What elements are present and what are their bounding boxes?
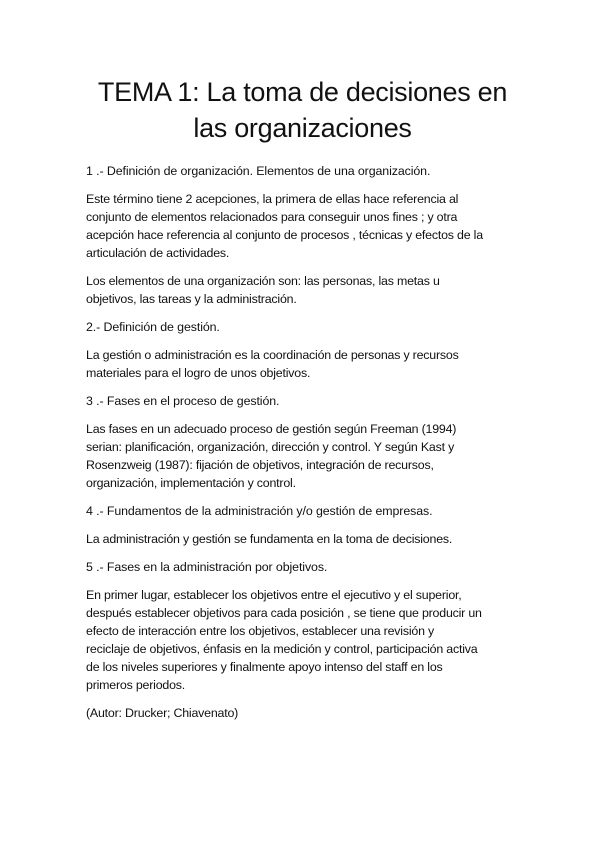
paragraph-5-1 (86, 586, 519, 694)
paragraph-1-2 (86, 272, 519, 308)
section-5 (86, 558, 519, 722)
paragraph-line: serian: planificación, organización, dirección y control. Y según Kast y (86, 440, 455, 454)
section-heading-1: 1 .- Definición de organización. Elementos de una organización. (86, 164, 431, 178)
paragraph-line: de los niveles superiores y finalmente apoyo intenso del staff en los (86, 660, 443, 674)
section-heading-5: 5 .- Fases en la administración por objetivos. (86, 560, 328, 574)
section-3 (86, 392, 519, 492)
paragraph-line: conjunto de elementos relacionados para conseguir unos fines ; y otra (86, 210, 458, 224)
section-heading-4: 4 .- Fundamentos de la administración y/o gestión de empresas. (86, 504, 433, 518)
paragraph-1-1 (86, 190, 519, 262)
paragraph-2-1 (86, 346, 519, 382)
paragraph-line: La gestión o administración es la coordinación de personas y recursos (86, 348, 459, 362)
title-line-2: las organizaciones (193, 113, 412, 143)
section-2 (86, 318, 519, 382)
author-credit-line: (Autor: Drucker; Chiavenato) (86, 706, 239, 720)
title-line-1: TEMA 1: La toma de decisiones en (97, 77, 508, 107)
paragraph-line: Este término tiene 2 acepciones, la primera de ellas hace referencia al (86, 192, 459, 206)
document-title (86, 74, 519, 146)
paragraph-3-1 (86, 420, 519, 492)
paragraph-line: La administración y gestión se fundamenta en la toma de decisiones. (86, 532, 453, 546)
paragraph-line: Rosenzweig (1987): fijación de objetivos, integración de recursos, (86, 458, 434, 472)
author-credit (86, 704, 519, 722)
paragraph-line: En primer lugar, establecer los objetivos entre el ejecutivo y el superior, (86, 588, 462, 602)
paragraph-line: materiales para el logro de unos objetivos. (86, 366, 311, 380)
paragraph-line: organización, implementación y control. (86, 476, 296, 490)
section-1 (86, 162, 519, 308)
paragraph-line: primeros periodos. (86, 678, 186, 692)
paragraph-line: articulación de actividades. (86, 246, 230, 260)
paragraph-line: Las fases en un adecuado proceso de gestión según Freeman (1994) (86, 422, 457, 436)
paragraph-line: reciclaje de objetivos, énfasis en la medición y control, participación activa (86, 642, 478, 656)
paragraph-4-1 (86, 530, 519, 548)
paragraph-line: acepción hace referencia al conjunto de procesos , técnicas y efectos de la (86, 228, 483, 242)
paragraph-line: efecto de interacción entre los objetivos, establecer una revisión y (86, 624, 434, 638)
paragraph-line: Los elementos de una organización son: las personas, las metas u (86, 274, 440, 288)
section-heading-3: 3 .- Fases en el proceso de gestión. (86, 394, 280, 408)
paragraph-line: después establecer objetivos para cada posición , se tiene que producir un (86, 606, 482, 620)
section-4 (86, 502, 519, 548)
paragraph-line: objetivos, las tareas y la administración. (86, 292, 297, 306)
section-heading-2: 2.- Definición de gestión. (86, 320, 220, 334)
